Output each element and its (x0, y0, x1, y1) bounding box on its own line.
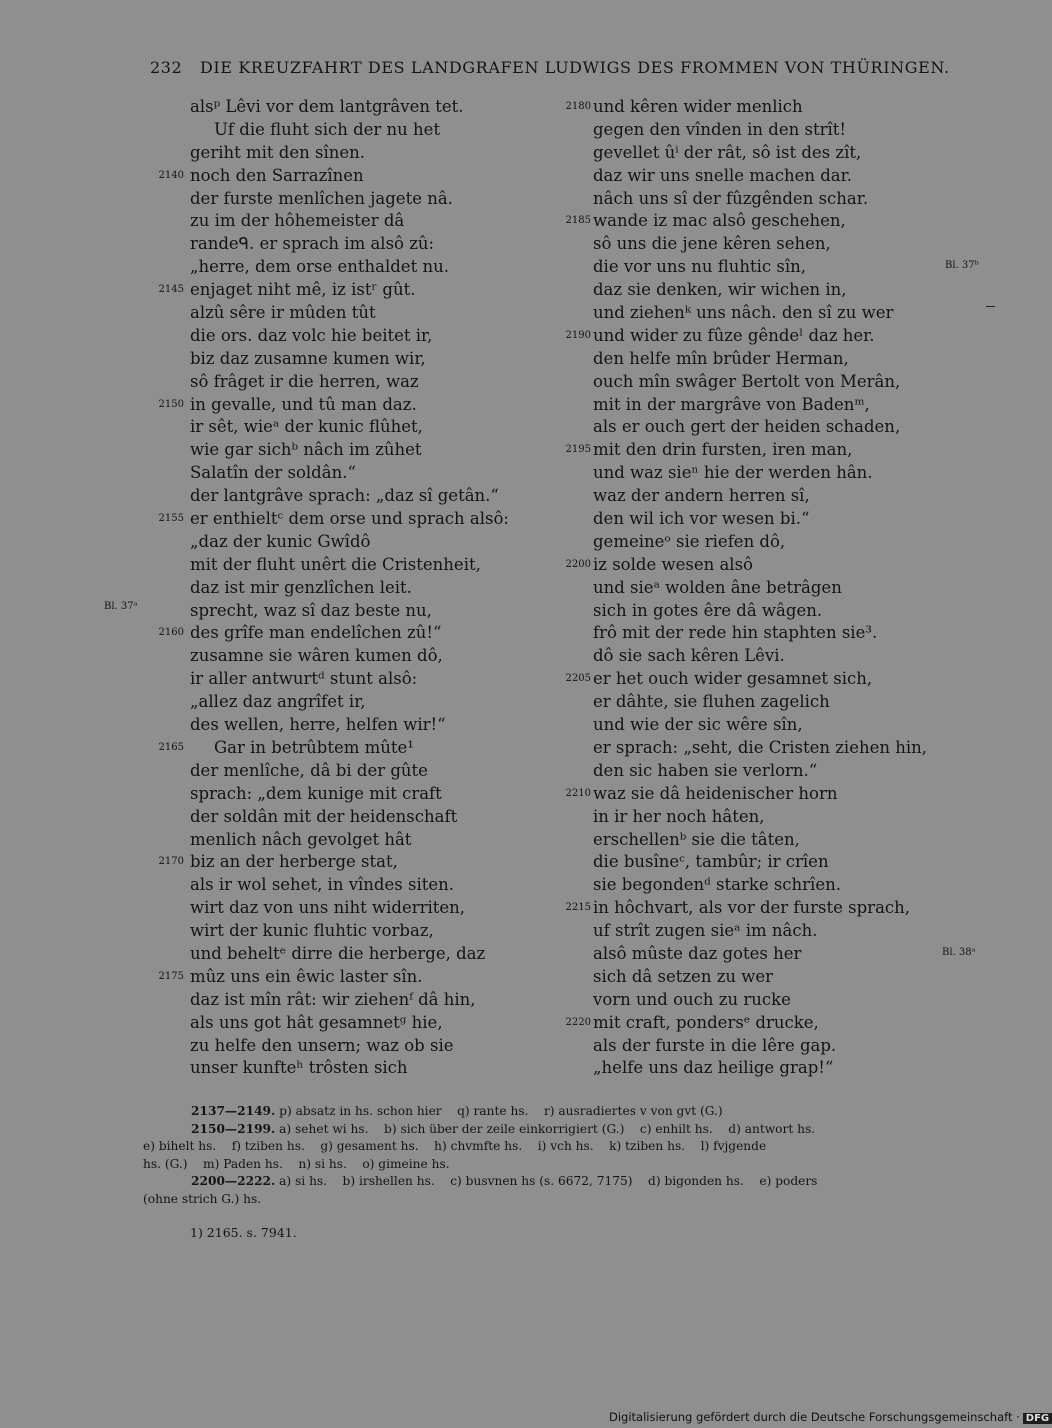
verse-text: unser kunfteʰ trôsten sich (190, 1058, 408, 1078)
verse-line (593, 142, 973, 165)
verse-text: den sic haben sie verlorn.“ (593, 760, 818, 780)
verse-text: mit den drin fursten, iren man, (593, 440, 853, 460)
verse-text: den helfe mîn brûder Herman, (593, 348, 849, 368)
line-number: 2175 (158, 970, 184, 982)
apparatus-line (143, 1138, 943, 1156)
folio-marker-right-1: Bl. 37ᵇ (945, 260, 979, 271)
verse-text: Gar in betrûbtem mûte¹ (214, 737, 414, 757)
verse-text: ir sêt, wieᵃ der kunic flûhet, (190, 417, 423, 437)
verse-line (190, 1057, 570, 1080)
page-number: 232 (150, 58, 183, 77)
verse-text: zusamne sie wâren kumen dô, (190, 646, 443, 666)
verse-text: der lantgrâve sprach: „daz sî getân.“ (190, 486, 499, 506)
verse-line (158, 851, 570, 874)
verse-line (593, 531, 973, 554)
verse-text: frô mit der rede hin staphten sie³. (593, 623, 878, 643)
running-title: DIE KREUZFAHRT DES LANDGRAFEN LUDWIGS DES FROMMEN VON THÜRINGEN. (200, 58, 950, 77)
verse-text: und beheltᵉ dirre die herberge, daz (190, 943, 486, 963)
apparatus-line (143, 1191, 943, 1209)
verse-text: die ors. daz volc hie beitet ir, (190, 325, 433, 345)
verse-line (190, 760, 570, 783)
verse-text: zu helfe den unsern; waz ob sie (190, 1035, 454, 1055)
margin-dash (986, 306, 995, 307)
verse-line (190, 554, 570, 577)
verse-text: in ir her noch hâten, (593, 806, 765, 826)
verse-text: als ir wol sehet, in vîndes siten. (190, 875, 454, 895)
verse-text: wirt der kunic fluhtic vorbaz, (190, 921, 434, 941)
verse-line (190, 943, 570, 966)
apparatus-text: p) absatz in hs. schon hier q) rante hs. r) ausradiertes v von gvt (G.) (279, 1104, 723, 1118)
verse-text: sô uns die jene kêren sehen, (593, 234, 831, 254)
verse-line (158, 966, 570, 989)
verse-line (593, 714, 973, 737)
verse-text: Salatîn der soldân.“ (190, 463, 356, 483)
verse-line (190, 485, 570, 508)
verse-line (158, 165, 570, 188)
verse-line (190, 783, 570, 806)
verse-line (593, 737, 973, 760)
apparatus-text: a) si hs. b) irshellen hs. c) busvnen hs (s. 6672, 7175) d) bigonden hs. e) poders (279, 1174, 818, 1189)
verse-line (158, 394, 570, 417)
verse-text: und kêren wider menlich (593, 97, 803, 116)
verse-line (593, 645, 973, 668)
verse-text: daz ist mir genzlîchen leit. (190, 577, 412, 597)
line-number: 2185 (565, 215, 591, 227)
verse-line (190, 691, 570, 714)
verse-text: daz sie denken, wir wichen in, (593, 280, 847, 300)
folio-marker-right-2: Bl. 38ᵃ (942, 947, 976, 958)
line-number: 2180 (565, 101, 591, 112)
verse-text: des grîfe man endelîchen zû!“ (190, 623, 442, 643)
verse-text: biz an der herberge stat, (190, 852, 398, 872)
verse-text: iz solde wesen alsô (593, 554, 753, 574)
dfg-credit (609, 1410, 1052, 1424)
verse-line (158, 622, 570, 645)
verse-text: sich in gotes êre dâ wâgen. (593, 600, 823, 620)
verse-line (593, 462, 973, 485)
verse-text: als uns got hât gesamnetᵍ hie, (190, 1012, 443, 1032)
verse-line (593, 279, 973, 302)
verse-text: wirt daz von uns niht widerriten, (190, 898, 466, 918)
apparatus-line (143, 1156, 943, 1174)
verse-text: Uf die fluht sich der nu het (214, 119, 441, 139)
verse-line (190, 256, 570, 279)
line-number: 2215 (565, 902, 591, 914)
line-number: 2200 (565, 558, 591, 570)
verse-text: randeᑫ. er sprach im alsô zû: (190, 234, 435, 254)
verse-line (190, 668, 570, 691)
verse-line (593, 348, 973, 371)
verse-line (190, 348, 570, 371)
verse-text: waz sie dâ heidenischer horn (593, 783, 838, 803)
verse-line (593, 920, 973, 943)
verse-line (593, 760, 973, 783)
verse-line (593, 1057, 973, 1080)
verse-text: vorn und ouch zu rucke (593, 989, 791, 1009)
verse-line (593, 165, 973, 188)
verse-line (190, 829, 570, 852)
verse-line (190, 531, 570, 554)
page-header (150, 58, 950, 77)
apparatus-range: 2137—2149. (191, 1104, 276, 1118)
verse-text: und wider zu fûze gêndeˡ daz her. (593, 325, 875, 345)
line-number: 2160 (158, 627, 184, 639)
verse-text: „allez daz angrîfet ir, (190, 692, 366, 712)
verse-text: in hôchvart, als vor der furste sprach, (593, 898, 911, 918)
verse-text: den wil ich vor wesen bi.“ (593, 509, 810, 529)
verse-text: alsô mûste daz gotes her (593, 943, 802, 963)
folio-marker-left: Bl. 37ᵃ (104, 601, 138, 612)
verse-text: daz ist mîn rât: wir ziehenᶠ dâ hin, (190, 989, 476, 1009)
verse-text: mit der fluht unêrt die Cristenheit, (190, 554, 481, 574)
verse-line (593, 188, 973, 211)
verse-line (593, 622, 973, 645)
verse-line (190, 989, 570, 1012)
verse-line (565, 1012, 973, 1035)
line-number: 2165 (158, 741, 184, 753)
verse-line (190, 920, 570, 943)
verse-text: ir aller antwurtᵈ stunt alsô: (190, 669, 418, 689)
verse-line (190, 302, 570, 325)
verse-text: er enthieltᶜ dem orse und sprach alsô: (190, 509, 509, 529)
verse-text: mûz uns ein êwic laster sîn. (190, 966, 423, 986)
critical-apparatus (143, 1103, 943, 1209)
line-number: 2190 (565, 329, 591, 341)
verse-text: sich dâ setzen zu wer (593, 966, 774, 986)
verse-line (593, 394, 973, 417)
verse-text: „helfe uns daz heilige grap!“ (593, 1058, 834, 1078)
verse-line (190, 600, 570, 623)
verse-text: waz der andern herren sî, (593, 486, 810, 506)
apparatus-text: (ohne strich G.) hs. (143, 1191, 262, 1206)
line-number: 2220 (565, 1016, 591, 1028)
verse-line (190, 188, 570, 211)
line-number: 2140 (158, 169, 184, 181)
apparatus-text: a) sehet wi hs. b) sich über der zeile einkorrigiert (G.) c) enhilt hs. d) antwort hs. (279, 1121, 816, 1136)
verse-line (565, 668, 973, 691)
line-number: 2210 (565, 787, 591, 799)
verse-line (190, 371, 570, 394)
verse-text: als der furste in die lêre gap. (593, 1035, 837, 1055)
verse-text: und waz sieⁿ hie der werden hân. (593, 463, 873, 483)
line-number: 2155 (158, 513, 184, 525)
dfg-logo: DFG (1023, 1413, 1052, 1424)
verse-text: mit in der margrâve von Badenᵐ, (593, 394, 870, 414)
verse-text: noch den Sarrazînen (190, 165, 364, 185)
verse-line (593, 851, 973, 874)
verse-text: dô sie sach kêren Lêvi. (593, 646, 785, 666)
line-number: 2150 (158, 398, 184, 410)
verse-text: gevellet ûⁱ der rât, sô ist des zît, (593, 142, 862, 162)
verse-line (190, 462, 570, 485)
verse-text: als er ouch gert der heiden schaden, (593, 417, 901, 437)
verse-line (565, 96, 973, 119)
verse-text: enjaget niht mê, iz istʳ gût. (190, 280, 416, 300)
verse-line (593, 302, 973, 325)
verse-text: gemeineᵒ sie riefen dô, (593, 531, 786, 551)
apparatus-text: hs. (G.) m) Paden hs. n) si hs. o) gimeine hs. (143, 1156, 450, 1171)
verse-text: sprach: „dem kunige mit craft (190, 783, 442, 803)
verse-line (190, 96, 570, 119)
verse-text: und ziehenᵏ uns nâch. den sî zu wer (593, 303, 894, 323)
verse-text: in gevalle, und tû man daz. (190, 394, 417, 414)
verse-line (158, 737, 570, 760)
verse-text: er sprach: „seht, die Cristen ziehen hin, (593, 737, 927, 757)
verse-line (190, 714, 570, 737)
verse-text: „daz der kunic Gwîdô (190, 531, 371, 551)
verse-line (158, 508, 570, 531)
verse-line (593, 416, 973, 439)
verse-text: wande iz mac alsô geschehen, (593, 211, 846, 231)
verse-line (593, 1035, 973, 1058)
verse-text: und sieᵃ wolden âne betrâgen (593, 577, 842, 597)
verse-line (190, 439, 570, 462)
verse-text: die vor uns nu fluhtic sîn, (593, 257, 806, 277)
verse-text: erschellenᵇ sie die tâten, (593, 829, 800, 849)
verse-text: der furste menlîchen jagete nâ. (190, 188, 453, 208)
verse-line (593, 256, 973, 279)
footnote: 1) 2165. s. 7941. (190, 1225, 297, 1240)
verse-line (190, 577, 570, 600)
verse-text: die busîneᶜ, tambûr; ir crîen (593, 852, 829, 872)
apparatus-range: 2200—2222. (191, 1174, 276, 1189)
verse-line (190, 645, 570, 668)
verse-text: alzû sêre ir mûden tût (190, 303, 376, 323)
verse-line (593, 691, 973, 714)
verse-line (593, 943, 973, 966)
verse-text: sô frâget ir die herren, waz (190, 371, 419, 391)
verse-text: mit craft, pondersᵉ drucke, (593, 1012, 819, 1032)
verse-line (190, 142, 570, 165)
verse-column-right (565, 96, 973, 1080)
verse-text: wie gar sichᵇ nâch im zûhet (190, 440, 422, 460)
verse-line (593, 989, 973, 1012)
verse-line (158, 279, 570, 302)
verse-line (565, 554, 973, 577)
verse-line (593, 508, 973, 531)
verse-line (593, 371, 973, 394)
apparatus-line (143, 1103, 943, 1121)
verse-text: er dâhte, sie fluhen zagelich (593, 692, 830, 712)
verse-line (565, 897, 973, 920)
verse-text: biz daz zusamne kumen wir, (190, 348, 426, 368)
verse-text: daz wir uns snelle machen dar. (593, 165, 852, 185)
verse-text: sprecht, waz sî daz beste nu, (190, 600, 432, 620)
apparatus-range: 2150—2199. (191, 1121, 276, 1136)
verse-text: ouch mîn swâger Bertolt von Merân, (593, 371, 901, 391)
apparatus-line (143, 1173, 943, 1191)
verse-text: geriht mit den sînen. (190, 142, 365, 162)
verse-line (593, 233, 973, 256)
verse-line (190, 1012, 570, 1035)
verse-line (593, 119, 973, 142)
verse-line (565, 325, 973, 348)
apparatus-line (143, 1121, 943, 1139)
verse-line (593, 966, 973, 989)
line-number: 2145 (158, 284, 184, 296)
verse-line (190, 210, 570, 233)
verse-line (593, 600, 973, 623)
verse-line (190, 1035, 570, 1058)
verse-text: menlich nâch gevolget hât (190, 829, 412, 849)
verse-line (190, 806, 570, 829)
verse-line (593, 485, 973, 508)
verse-text: uf strît zugen sieᵃ im nâch. (593, 921, 818, 941)
verse-text: zu im der hôhemeister dâ (190, 211, 405, 231)
verse-line (190, 897, 570, 920)
line-number: 2195 (565, 444, 591, 456)
verse-line (593, 577, 973, 600)
verse-text: „herre, dem orse enthaldet nu. (190, 257, 449, 277)
verse-line (593, 874, 973, 897)
verse-line (190, 416, 570, 439)
verse-text: nâch uns sî der fûzgênden schar. (593, 188, 869, 208)
verse-column-left (158, 96, 570, 1080)
verse-text: sie begondenᵈ starke schrîen. (593, 875, 841, 895)
verse-line (190, 233, 570, 256)
verse-text: gegen den vînden in den strît! (593, 119, 847, 139)
verse-line (565, 783, 973, 806)
verse-line (565, 210, 973, 233)
apparatus-text: e) bihelt hs. f) tziben hs. g) gesament hs. h) chvmfte hs. i) vch hs. k) tziben hs. l) fvjgende (143, 1139, 767, 1154)
verse-line (190, 874, 570, 897)
verse-line (593, 829, 973, 852)
line-number: 2170 (158, 856, 184, 868)
dfg-credit-text: Digitalisierung gefördert durch die Deutsche Forschungsgemeinschaft · (609, 1410, 1020, 1424)
verse-text: der soldân mit der heidenschaft (190, 806, 458, 826)
line-number: 2205 (565, 673, 591, 685)
verse-line (593, 806, 973, 829)
verse-text: alsᵖ Lêvi vor dem lantgrâven tet. (190, 97, 464, 116)
verse-text: des wellen, herre, helfen wir!“ (190, 715, 446, 735)
verse-text: und wie der sic wêre sîn, (593, 715, 803, 735)
verse-text: er het ouch wider gesamnet sich, (593, 669, 873, 689)
verse-line (190, 325, 570, 348)
verse-text: der menlîche, dâ bi der gûte (190, 760, 428, 780)
verse-line (190, 119, 570, 142)
verse-line (565, 439, 973, 462)
